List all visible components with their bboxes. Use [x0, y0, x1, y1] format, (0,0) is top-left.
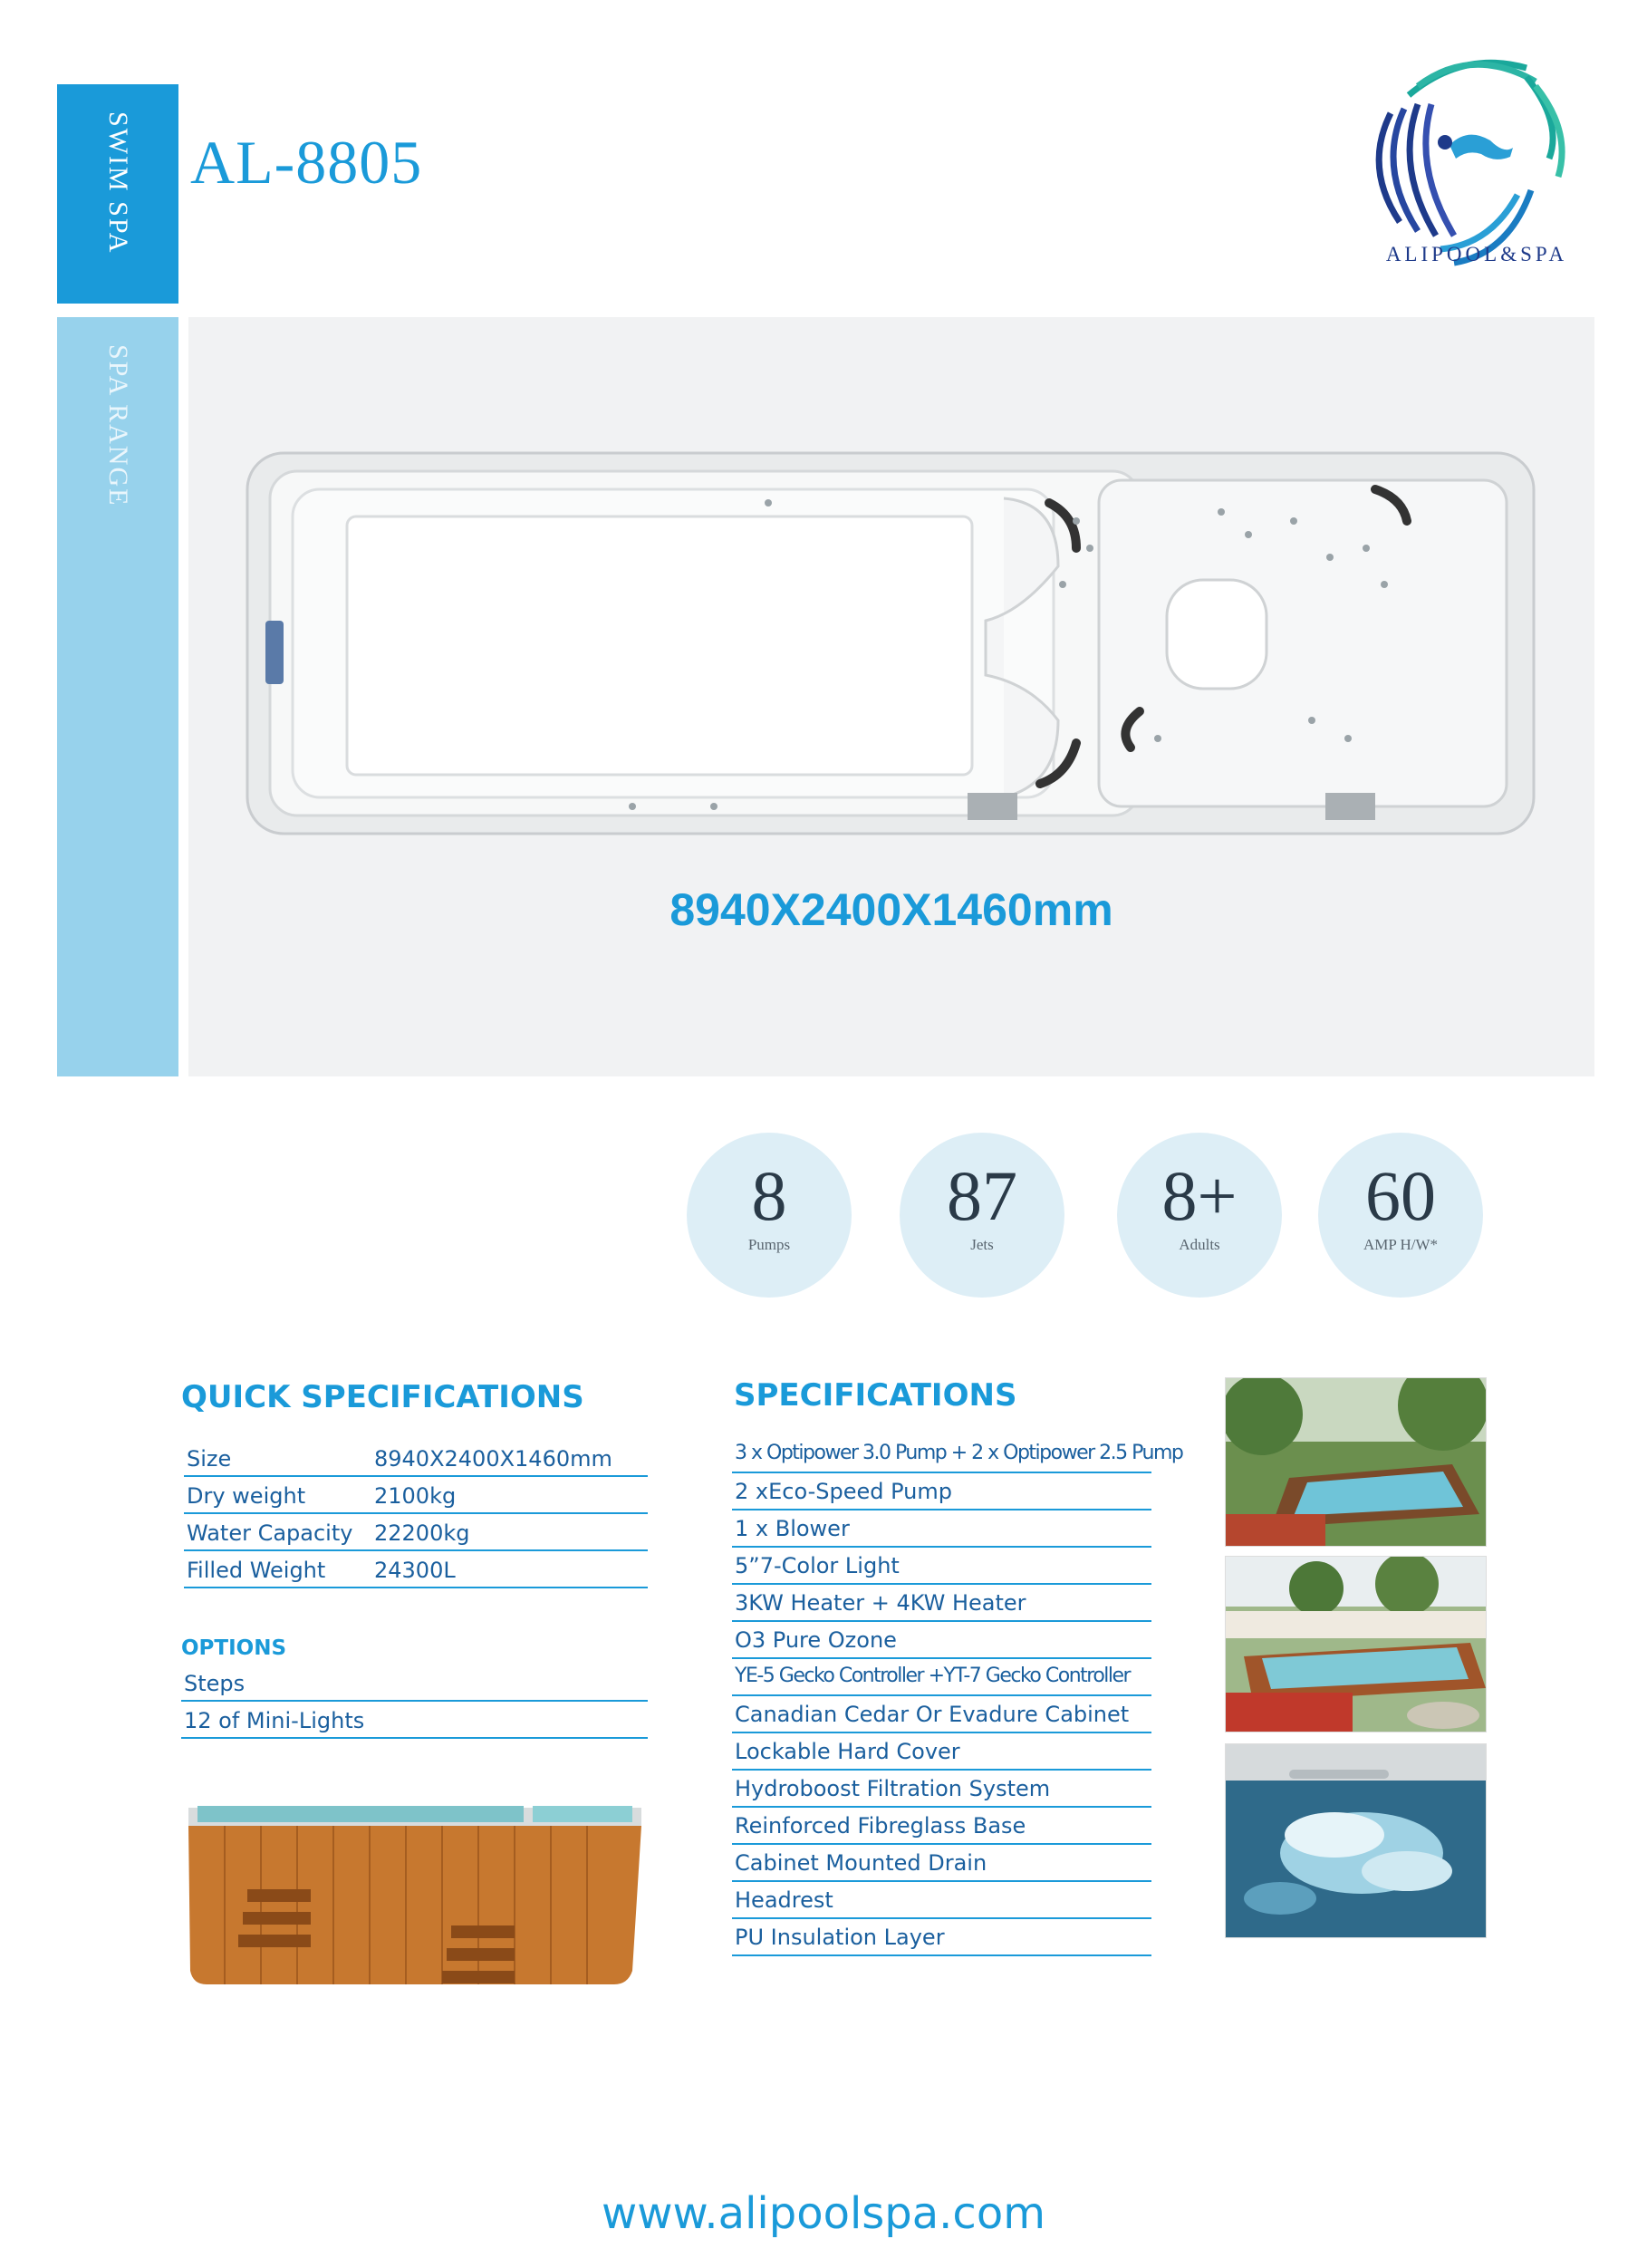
spec-item	[732, 1808, 1151, 1845]
stat-value: 8+	[1161, 1156, 1238, 1235]
spec-label: Lockable Hard Cover	[735, 1739, 960, 1764]
spec-label: 3 x Optipower 3.0 Pump + 2 x Optipower 2.5 Pump	[735, 1442, 1183, 1464]
spec-item	[732, 1771, 1151, 1808]
spec-label: YE-5 Gecko Controller +YT-7 Gecko Controller	[735, 1665, 1131, 1687]
side-tab-swim-spa	[57, 84, 178, 304]
stat-label: Adults	[1179, 1236, 1220, 1253]
spec-key: Filled Weight	[187, 1558, 326, 1583]
stat-adults	[1117, 1133, 1282, 1298]
side-label-swim-spa: SWIM SPA	[103, 111, 133, 255]
spec-key: Dry weight	[187, 1483, 306, 1509]
brand-name: ALIPOOL&SPA	[1385, 243, 1568, 265]
spec-value: 24300L	[374, 1558, 456, 1583]
hero-panel	[188, 317, 1594, 1076]
option-row	[181, 1664, 648, 1702]
spec-item	[732, 1510, 1151, 1548]
spec-item	[732, 1696, 1151, 1733]
specifications-heading: SPECIFICATIONS	[734, 1377, 1017, 1414]
spec-item	[732, 1622, 1151, 1659]
quick-spec-row	[184, 1513, 648, 1551]
spa-jets-photo	[1225, 1743, 1487, 1938]
spec-item	[732, 1585, 1151, 1622]
spec-item	[732, 1436, 1183, 1473]
stat-label: Jets	[970, 1236, 994, 1253]
spec-label: 2 xEco-Speed Pump	[735, 1479, 952, 1504]
spec-item	[732, 1473, 1151, 1510]
spec-key: Water Capacity	[187, 1520, 353, 1546]
swim-spa-top-view-image	[243, 449, 1538, 838]
spec-label: 3KW Heater + 4KW Heater	[735, 1590, 1026, 1616]
spec-label: 1 x Blower	[735, 1516, 850, 1541]
stat-label: Pumps	[747, 1236, 791, 1253]
stat-value: 8	[751, 1156, 787, 1235]
spec-item	[732, 1548, 1151, 1585]
stat-amp	[1318, 1133, 1483, 1298]
dimensions-label: 8940X2400X1460mm	[669, 884, 1113, 935]
stat-jets	[900, 1133, 1064, 1298]
spec-value: 2100kg	[374, 1483, 457, 1509]
spec-item	[732, 1659, 1151, 1696]
options-heading: OPTIONS	[181, 1636, 287, 1660]
quick-specs-heading: QUICK SPECIFICATIONS	[181, 1379, 584, 1415]
spec-label: Reinforced Fibreglass Base	[735, 1813, 1026, 1839]
model-title: AL-8805	[190, 128, 423, 197]
spec-label: Canadian Cedar Or Evadure Cabinet	[735, 1702, 1130, 1727]
spec-item	[732, 1845, 1151, 1882]
spec-label: Headrest	[735, 1887, 833, 1913]
spec-value: 8940X2400X1460mm	[374, 1446, 612, 1472]
stat-pumps	[687, 1133, 852, 1298]
deck-pool-photo	[1225, 1556, 1487, 1732]
spec-label: Cabinet Mounted Drain	[735, 1850, 987, 1876]
spec-label: 5”7-Color Light	[735, 1553, 900, 1578]
spec-key: Size	[187, 1446, 232, 1472]
stat-value: 87	[947, 1156, 1017, 1235]
garden-pool-photo	[1225, 1377, 1487, 1547]
spec-label: O3 Pure Ozone	[735, 1627, 897, 1653]
spec-item	[732, 1919, 1151, 1956]
spec-label: PU Insulation Layer	[735, 1925, 945, 1950]
website-link[interactable]: www.alipoolspa.com	[602, 2188, 1045, 2239]
swim-spa-cabinet-image	[170, 1790, 650, 1998]
quick-spec-row	[184, 1550, 648, 1588]
side-label-spa-range: SPA RANGE	[103, 344, 133, 507]
spec-value: 22200kg	[374, 1520, 470, 1546]
quick-spec-row	[184, 1476, 648, 1514]
option-row	[181, 1701, 648, 1739]
spec-label: Hydroboost Filtration System	[735, 1776, 1051, 1801]
side-tab-spa-range	[57, 317, 178, 1076]
stat-label: AMP H/W*	[1363, 1236, 1438, 1253]
spec-item	[732, 1733, 1151, 1771]
stat-value: 60	[1365, 1156, 1436, 1235]
option-label: 12 of Mini-Lights	[184, 1708, 365, 1733]
spec-item	[732, 1882, 1151, 1919]
quick-spec-row	[184, 1439, 648, 1477]
option-label: Steps	[184, 1671, 246, 1696]
alipool-logo-icon	[1354, 41, 1572, 276]
